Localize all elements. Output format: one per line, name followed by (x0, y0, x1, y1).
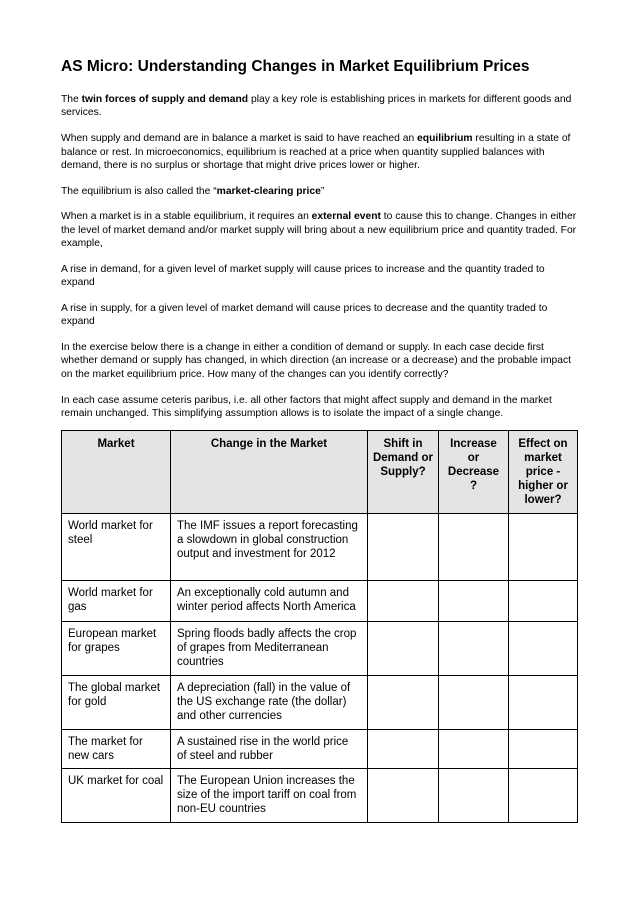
change-cell: The European Union increases the size of the import tariff on coal from non-EU countries (171, 769, 368, 823)
supply-rise-paragraph: A rise in supply, for a given level of market demand will cause prices to decrease and the quantity traded to expand (61, 302, 548, 328)
table-row (62, 622, 578, 676)
header-market: Market (62, 431, 171, 514)
table-row (62, 514, 578, 581)
equilibrium-paragraph: When supply and demand are in balance a market is said to have reached an equilibrium resulting in a state of balance or rest. In microeconomics, equilibrium is reached at a price when quantity supplied balances with demand, there is no surplus or shortage that might drive prices lower or higher. (61, 133, 571, 171)
market-cell: UK market for coal (62, 769, 171, 823)
ceteris-paribus-paragraph: In each case assume ceteris paribus, i.e. all other factors that might affect supply and demand in the market remain unchanged. This simplifying assumption allows is to isolate the impact of a single change. (61, 394, 552, 419)
effect-answer-cell[interactable] (509, 581, 578, 622)
change-cell: An exceptionally cold autumn and winter period affects North America (171, 581, 368, 622)
table-row (62, 769, 578, 823)
header-direction: Increase or Decrease ? (439, 431, 509, 514)
effect-answer-cell[interactable] (509, 769, 578, 823)
exercise-table (61, 430, 578, 823)
table-header-row (62, 431, 578, 514)
shift-answer-cell[interactable] (368, 514, 439, 581)
direction-answer-cell[interactable] (439, 581, 509, 622)
demand-rise-paragraph: A rise in demand, for a given level of market supply will cause prices to increase and the quantity traded to expand (61, 263, 545, 289)
intro-paragraph: The twin forces of supply and demand play a key role is establishing prices in markets for different goods and services. (61, 94, 572, 119)
effect-answer-cell[interactable] (509, 676, 578, 730)
shift-answer-cell[interactable] (368, 730, 439, 769)
direction-answer-cell[interactable] (439, 622, 509, 676)
header-change: Change in the Market (171, 431, 368, 514)
market-cell: World market for steel (62, 514, 171, 581)
change-cell: A sustained rise in the world price of steel and rubber (171, 730, 368, 769)
shift-answer-cell[interactable] (368, 622, 439, 676)
effect-answer-cell[interactable] (509, 514, 578, 581)
market-cell: European market for grapes (62, 622, 171, 676)
shift-answer-cell[interactable] (368, 676, 439, 730)
external-event-paragraph: When a market is in a stable equilibrium, it requires an external event to cause this to change. Changes in either the level of market demand and/or market supply will bring about a new equilibrium price and quantity traded. For example, (61, 211, 577, 250)
change-cell: A depreciation (fall) in the value of the US exchange rate (the dollar) and other currencies (171, 676, 368, 730)
table-row (62, 581, 578, 622)
table-row (62, 730, 578, 769)
change-cell: The IMF issues a report forecasting a slowdown in global construction output and investment for 2012 (171, 514, 368, 581)
header-effect: Effect on market price - higher or lower? (509, 431, 578, 514)
document-body (61, 58, 581, 433)
direction-answer-cell[interactable] (439, 730, 509, 769)
direction-answer-cell[interactable] (439, 514, 509, 581)
header-shift: Shift in Demand or Supply? (368, 431, 439, 514)
effect-answer-cell[interactable] (509, 730, 578, 769)
page-title: AS Micro: Understanding Changes in Market Equilibrium Prices (61, 58, 530, 75)
effect-answer-cell[interactable] (509, 622, 578, 676)
table-row (62, 676, 578, 730)
market-cell: The market for new cars (62, 730, 171, 769)
direction-answer-cell[interactable] (439, 769, 509, 823)
market-cell: The global market for gold (62, 676, 171, 730)
exercise-instructions-paragraph: In the exercise below there is a change in either a condition of demand or supply. In each case decide first whether demand or supply has changed, in which direction (an increase or a decrease) and the probable impact on the market equilibrium price. How many of the changes can you identify correctly? (61, 342, 571, 380)
change-cell: Spring floods badly affects the crop of grapes from Mediterranean countries (171, 622, 368, 676)
market-cell: World market for gas (62, 581, 171, 622)
market-clearing-paragraph: The equilibrium is also called the “market-clearing price” (61, 185, 325, 197)
shift-answer-cell[interactable] (368, 769, 439, 823)
direction-answer-cell[interactable] (439, 676, 509, 730)
shift-answer-cell[interactable] (368, 581, 439, 622)
